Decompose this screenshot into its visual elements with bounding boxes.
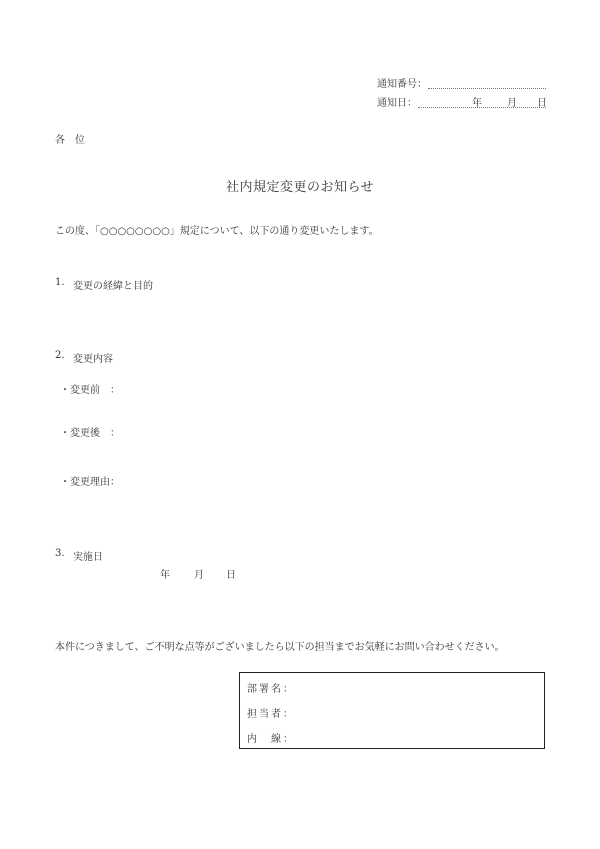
section-2-heading: 変更内容 [73,354,113,365]
notice-number-label: 通知番号： [377,79,427,90]
contact-box [239,672,545,749]
notice-date-year: 年 [472,98,482,109]
person-label: 担当者： [247,709,295,720]
document-title: 社内規定変更のお知らせ [225,180,375,195]
notice-date-month: 月 [507,98,517,109]
addressee: 各 位 [55,135,85,146]
change-reason-label: ・変更理由： [60,477,120,488]
notice-date-day: 日 [537,98,547,109]
notice-date-field [418,107,546,108]
implementation-year: 年 [160,570,170,581]
section-3-number: 3. [55,548,65,559]
change-before-label: ・変更前 ： [60,385,120,396]
implementation-month: 月 [194,570,204,581]
section-2-number: 2. [55,350,65,361]
intro-text: この度、「○○○○○○○○」規定について、以下の通り変更いたします。 [55,226,379,237]
section-1-number: 1. [55,277,65,288]
department-label: 部署名： [247,684,295,695]
implementation-day: 日 [226,570,236,581]
notice-date-label: 通知日： [377,98,417,109]
notice-number-field [428,88,546,89]
extension-label: 内 線： [247,734,295,745]
change-after-label: ・変更後 ： [60,428,120,439]
section-1-heading: 変更の経緯と目的 [73,281,153,292]
section-3-heading: 実施日 [73,552,103,563]
closing-text: 本件につきまして、ご不明な点等がございましたら以下の担当までお気軽にお問い合わせください。 [55,642,505,653]
